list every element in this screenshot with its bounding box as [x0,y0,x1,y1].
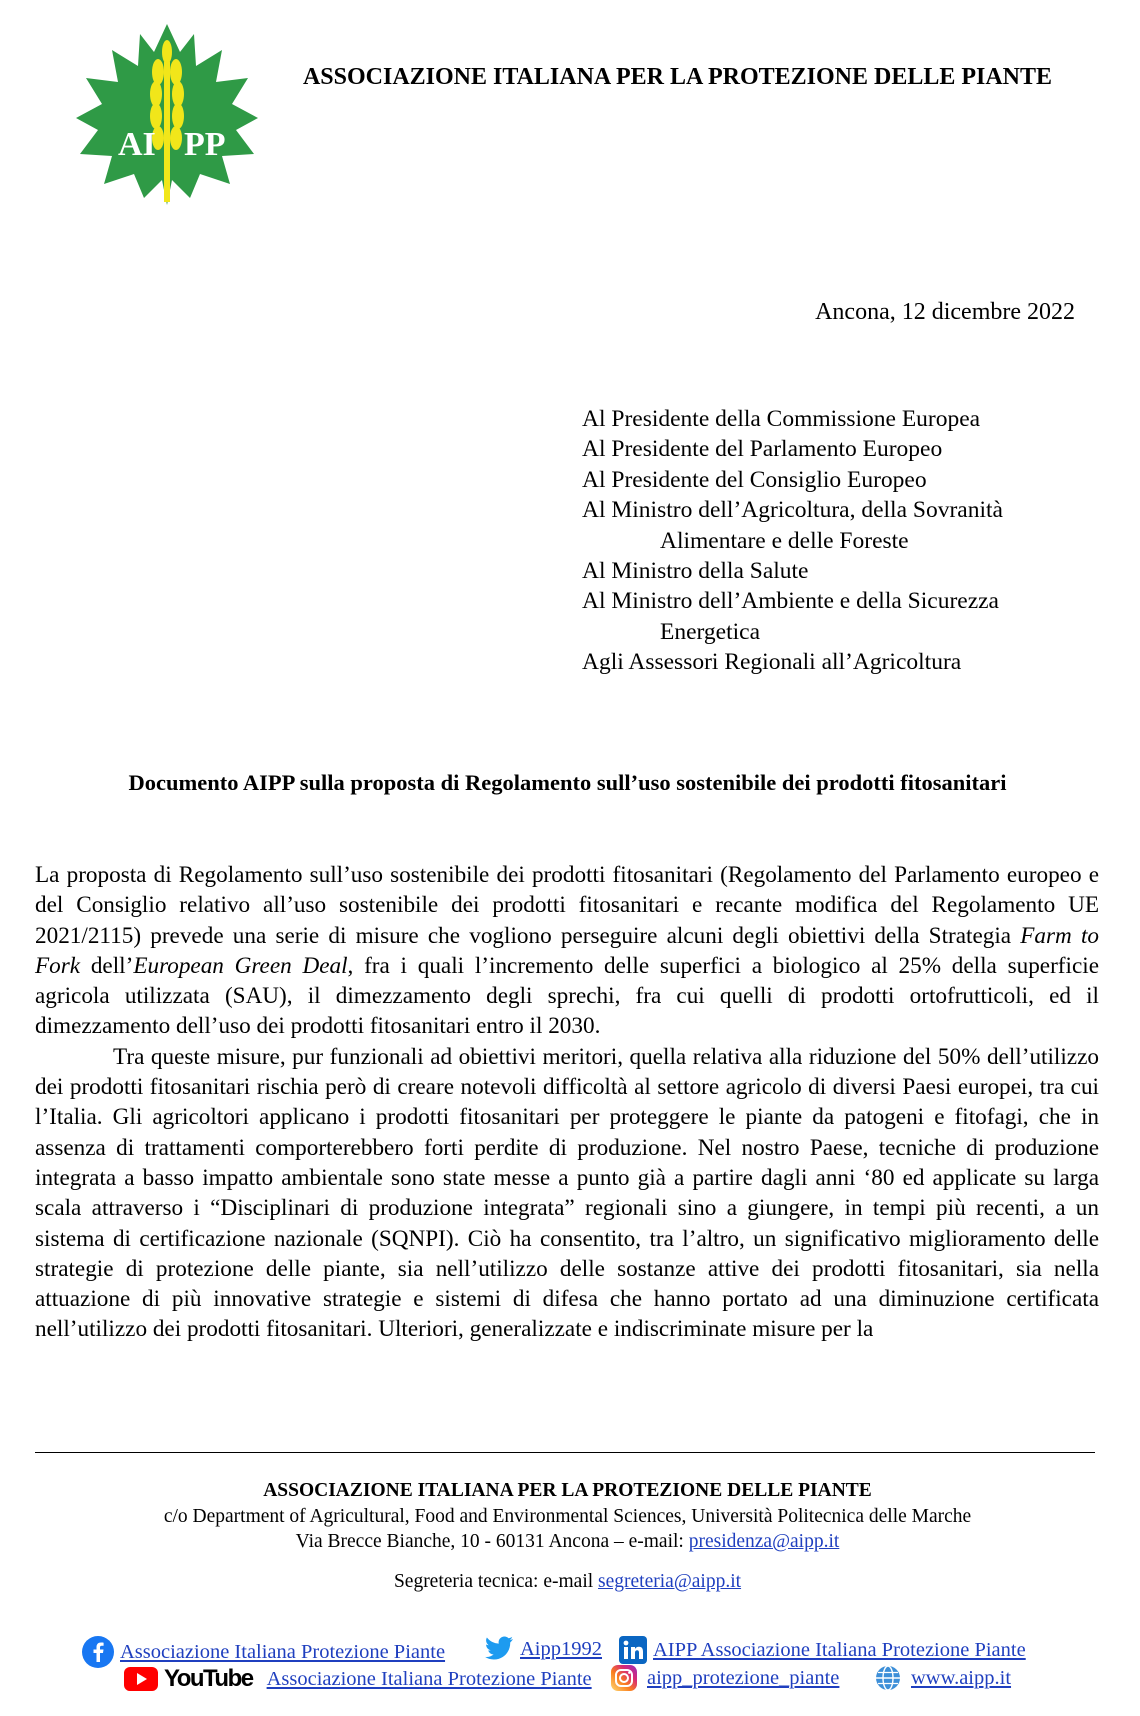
letterhead-org-name: ASSOCIAZIONE ITALIANA PER LA PROTEZIONE DELLE PIANTE [302,64,1053,90]
youtube-icon [124,1667,158,1691]
recipient-line-continuation: Alimentare e delle Foreste [660,527,909,554]
footer-secretary: Segreteria tecnica: e-mail segreteria@aipp.it [393,1570,742,1592]
instagram-icon [611,1665,637,1691]
email-presidenza-link[interactable]: presidenza@aipp.it [688,1531,840,1552]
linkedin-icon [619,1636,647,1664]
twitter-link[interactable] [484,1636,602,1662]
footer [35,1478,1100,1594]
youtube-brand: YouTube [164,1665,253,1692]
email-segreteria-link[interactable]: segreteria@aipp.it [598,1570,742,1592]
aipp-logo [72,22,262,207]
recipient-line: Al Presidente della Commissione Europea [582,406,981,432]
date-line: Ancona, 12 dicembre 2022 [815,299,1075,325]
italic-farm-to-fork: Farm to Fork [35,922,1100,979]
logo-text-ai: AI [118,126,156,163]
italic-green-deal: European Green Deal [133,952,348,979]
globe-icon [875,1665,901,1691]
facebook-link[interactable] [82,1636,445,1668]
recipient-line: Al Ministro della Salute [582,558,809,585]
recipient-line: Agli Assessori Regionali all’Agricoltura [582,649,962,676]
instagram-label[interactable]: aipp_protezione_piante [647,1666,840,1689]
footer-address-1: c/o Department of Agricultural, Food and Environmental Sciences, Università Politecnica delle Marche [163,1505,972,1527]
footer-address-2: Via Brecce Bianche, 10 - 60131 Ancona – e-mail: presidenza@aipp.it [295,1531,840,1552]
recipient-line: Al Presidente del Consiglio Europeo [582,466,927,493]
recipients-block [582,404,1003,678]
facebook-icon [82,1636,114,1668]
instagram-link[interactable] [611,1665,839,1691]
recipient-line: Al Ministro dell’Agricoltura, della Sovranità [582,497,1003,524]
recipient-line-continuation: Energetica [660,618,761,645]
footer-org-name: ASSOCIAZIONE ITALIANA PER LA PROTEZIONE DELLE PIANTE [263,1480,872,1501]
footer-divider [35,1452,1095,1453]
body-text [35,860,1099,1345]
document-subject: Documento AIPP sulla proposta di Regolamento sull’uso sostenibile dei prodotti fitosanitari [128,770,1007,795]
facebook-label[interactable]: Associazione Italiana Protezione Piante [120,1640,446,1663]
twitter-icon [484,1636,514,1662]
website-label[interactable]: www.aipp.it [911,1666,1012,1689]
paragraph-2: Tra queste misure, pur funzionali ad obiettivi meritori, quella relativa alla riduzione del 50% dell’utilizzo dei prodotti fitosanitari rischia però di creare notevoli difficoltà al settore agricolo di diversi Paesi europei, tra cui l’Italia. Gli agricoltori applicano i prodotti fitosanitari per proteggere le piante da patogeni e fitofagi, che in assenza di trattamenti comporterebbero forti perdite di produzione. Nel nostro Paese, tecniche di produzione integrata a basso impatto ambientale sono state messe a punto già a partire dagli anni ‘80 ed applicate su larga scala attraverso i “Disciplinari di produzione integrata” regionali sino a giungere, in tempi più recenti, a un sistema di certificazione nazionale (SQNPI). Ciò ha consentito, tra l’altro, un significativo miglioramento delle strategie di protezione delle piante, sia nell’utilizzo delle sostanze attive dei prodotti fitosanitari, sia nella attuazione di più innovative strategie e sistemi di difesa che hanno portato ad una diminuzione certificata nell’utilizzo dei prodotti fitosanitari. Ulteriori, generalizzate e indiscriminate misure per la [35,1043,1099,1343]
linkedin-link[interactable] [619,1636,1026,1664]
recipient-line: Al Presidente del Parlamento Europeo [582,436,943,463]
paragraph-1: La proposta di Regolamento sull’uso sostenibile dei prodotti fitosanitari (Regolamento del Parlamento europeo e del Consiglio relativo all’uso sostenibile dei prodotti fitosanitari e recante modifica del Regolamento UE 2021/2115) prevede una serie di misure che vogliono perseguire alcuni degli obiettivi della Strategia Farm to Fork dell’European Green Deal, fra i quali l’incremento delle superfici a biologico al 25% della superficie agricola utilizzata (SAU), il dimezzamento degli sprechi, fra cui quelli di prodotti ortofrutticoli, ed il dimezzamento dell’uso dei prodotti fitosanitari entro il 2030. [35,862,1100,1040]
recipient-line: Al Ministro dell’Ambiente e della Sicurezza [582,588,999,615]
logo-text-pp: PP [184,126,226,163]
website-link[interactable] [875,1665,1011,1691]
twitter-label[interactable]: Aipp1992 [520,1637,602,1660]
linkedin-label[interactable]: AIPP Associazione Italiana Protezione Piante [653,1638,1026,1661]
youtube-link[interactable] [124,1665,592,1693]
youtube-label[interactable]: Associazione Italiana Protezione Piante [266,1667,592,1690]
